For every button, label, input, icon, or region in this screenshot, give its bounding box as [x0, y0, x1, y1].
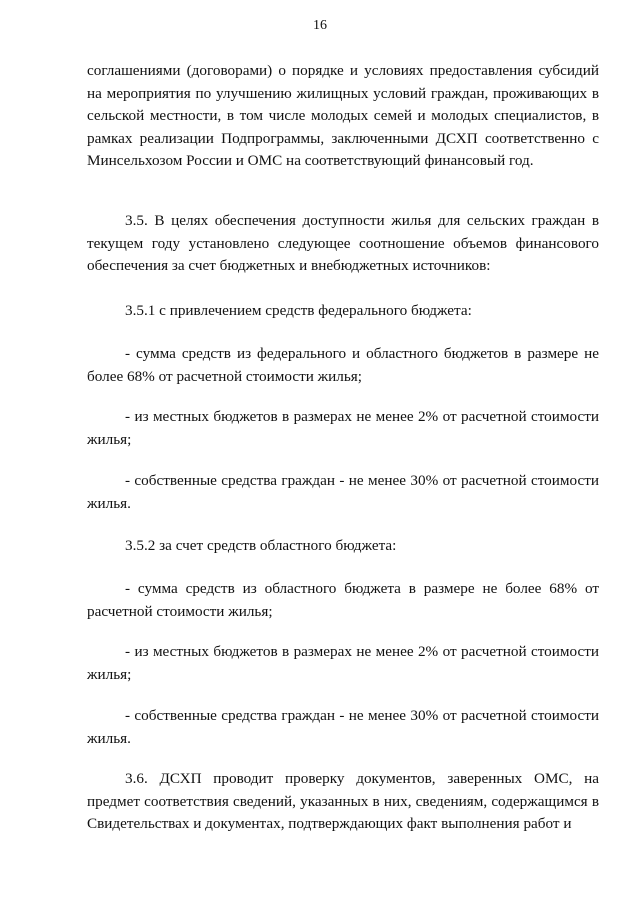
list-item-regional-share: - сумма средств из областного бюджета в размере не более 68% от расчетной стоимости жилья;: [87, 580, 599, 620]
list-item-own-funds-share-2: - собственные средства граждан - не менее 30% от расчетной стоимости жилья.: [87, 707, 599, 747]
paragraph-3-5-1: 3.5.1 с привлечением средств федерального бюджета:: [125, 302, 472, 319]
paragraph-3-5: 3.5. В целях обеспечения доступности жилья для сельских граждан в текущем году установлено следующее соотношение объемов финансового обеспечения за счет бюджетных и внебюджетных источников:: [87, 212, 599, 274]
list-item-own-funds-share: - собственные средства граждан - не менее 30% от расчетной стоимости жилья.: [87, 472, 599, 512]
paragraph-3-6: 3.6. ДСХП проводит проверку документов, заверенных ОМС, на предмет соответствия сведений, указанных в них, сведениям, содержащимся в Свидетельствах и документах, подтверждающих факт выполнения работ и: [87, 770, 599, 832]
list-item-federal-regional-share: - сумма средств из федерального и областного бюджетов в размере не более 68% от расчетной стоимости жилья;: [87, 345, 599, 385]
list-item-local-budget-share: - из местных бюджетов в размерах не менее 2% от расчетной стоимости жилья;: [87, 408, 599, 448]
paragraph-3-5-2: 3.5.2 за счет средств областного бюджета:: [125, 537, 397, 554]
page-number: 16: [313, 18, 327, 33]
paragraph-agreements-continuation: соглашениями (договорами) о порядке и условиях предоставления субсидий на мероприятия по улучшению жилищных условий граждан, проживающих в сельской местности, в том числе молодых семей и молодых специалистов, в рамках реализации Подпрограммы, заключенными ДСХП соответственно с Минсельхозом России и ОМС на соответствующий финансовый год.: [87, 62, 599, 169]
list-item-local-budget-share-2: - из местных бюджетов в размерах не менее 2% от расчетной стоимости жилья;: [87, 643, 599, 683]
